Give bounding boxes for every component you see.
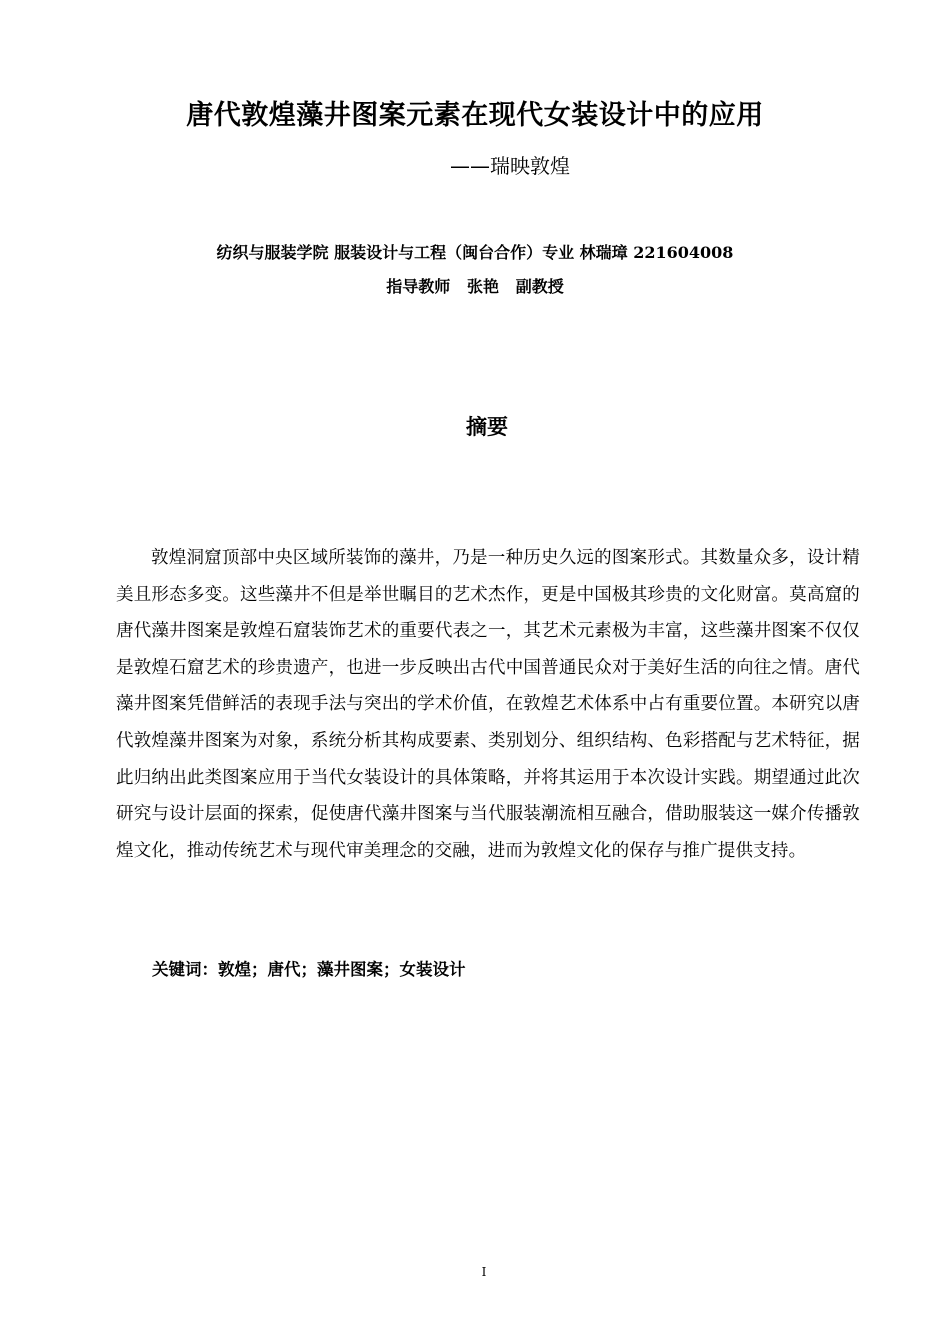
page-title: 唐代敦煌藻井图案元素在现代女装设计中的应用 [186, 100, 764, 131]
abstract-body: 敦煌洞窟顶部中央区域所装饰的藻井，乃是一种历史久远的图案形式。其数量众多，设计精美且形态多变。这些藻井不但是举世瞩目的艺术杰作，更是中国极其珍贵的文化财富。莫高窟的唐代藻井图案是敦煌石窟装饰艺术的重要代表之一，其艺术元素极为丰富，这些藻井图案不仅仅是敦煌石窟艺术的珍贵遗产，也进一步反映出古代中国普通民众对于美好生活的向往之情。唐代藻井图案凭借鲜活的表现手法与突出的学术价值，在敦煌艺术体系中占有重要位置。本研究以唐代敦煌藻井图案为对象，系统分析其构成要素、类别划分、组织结构、色彩搭配与艺术特征，据此归纳出此类图案应用于当代女装设计的具体策略，并将其运用于本次设计实践。期望通过此次研究与设计层面的探索，促使唐代藻井图案与当代服装潮流相互融合，借助服装这一媒介传播敦煌文化，推动传统艺术与现代审美理念的交融，进而为敦煌文化的保存与推广提供支持。 [116, 548, 860, 861]
abstract-heading: 摘要 [466, 415, 508, 439]
page-subtitle: ——瑞映敦煌 [450, 154, 570, 178]
author-line: 纺织与服装学院 服装设计与工程（闽台合作）专业 林瑞璋 221604008 [216, 243, 734, 262]
page-number: I [481, 1265, 487, 1279]
advisor-line: 指导教师 张艳 副教授 [386, 277, 564, 296]
keywords-line: 关键词：敦煌；唐代；藻井图案；女装设计 [152, 960, 466, 979]
